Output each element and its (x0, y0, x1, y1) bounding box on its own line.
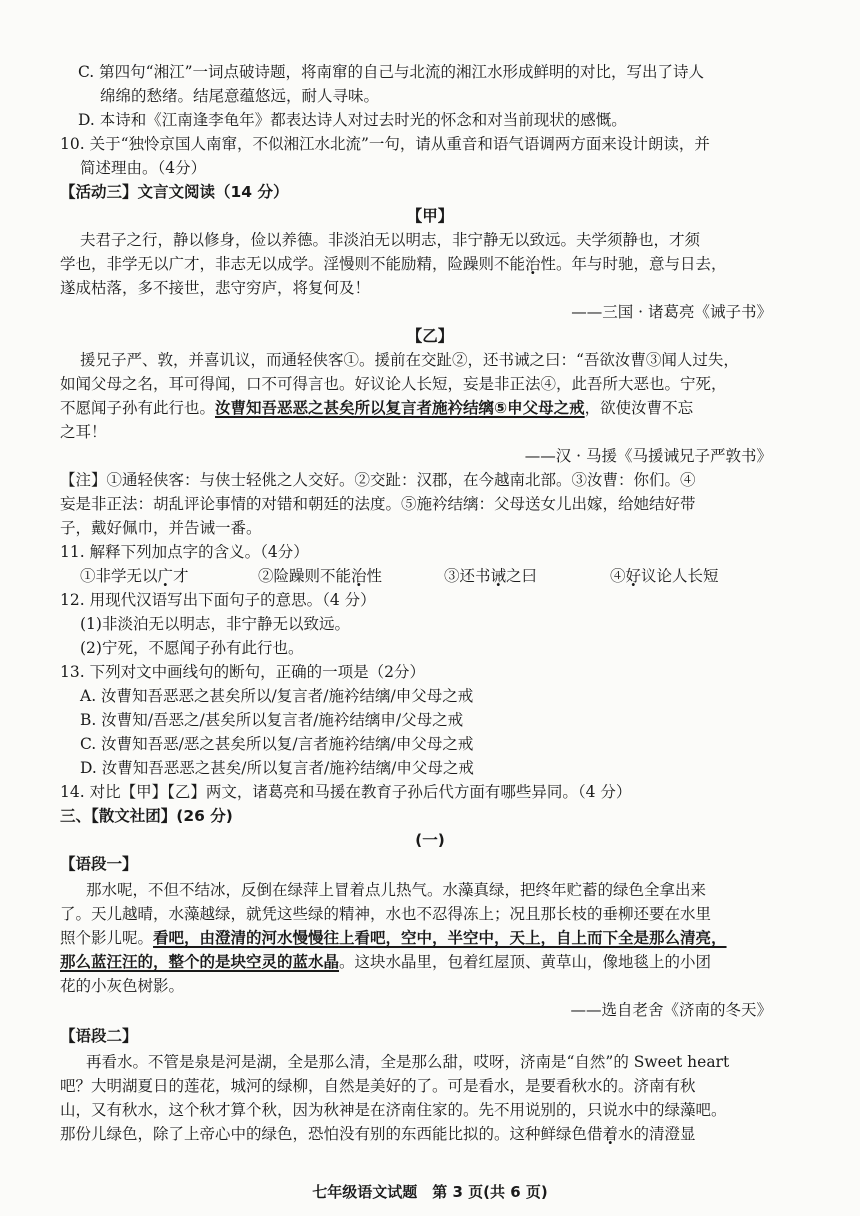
dotted-phrase: 借着水 (587, 1125, 634, 1143)
jia-paragraph-line2: 学也，非学无以广才，非志无以成学。淫慢则不能励精，险躁则不能治性。年与时驰，意与日去， (60, 255, 727, 273)
yi-source: ——汉 · 马援《马援诫兄子严敦书》 (524, 447, 772, 465)
page-footer: 七年级语文试题 第 3 页(共 6 页) (312, 1183, 548, 1201)
q13-option-b: B. 汝曹知/吾恶之/甚矣所以复言者/施衿结缡申/父母之戒 (80, 711, 464, 729)
notes-line3: 子，戴好佩巾，并告诫一番。 (60, 519, 262, 537)
passage1-line2: 了。天儿越晴，水藻越绿，就凭这些绿的精神，水也不忍得冻上；况且那长枝的垂柳还要在水里 (60, 905, 712, 923)
underlined-sentence: 那么蓝汪汪的，整个的是块空灵的蓝水晶 (60, 953, 340, 971)
passage1-line1: 那水呢，不但不结冰，反倒在绿萍上冒着点儿热气。水藻真绿，把终年贮蓄的绿色全拿出来 (86, 881, 707, 899)
q9-option-c-line1: C. 第四句“湘江”一词点破诗题，将南窜的自己与北流的湘江水形成鲜明的对比，写出了诗人 (78, 63, 705, 81)
passage2-line2: 吧？大明湖夏日的莲花，城河的绿柳，自然是美好的了。可是看水，是要看秋水的。济南有秋 (60, 1077, 696, 1095)
q12-sentence1: (1)非淡泊无以明志，非宁静无以致远。 (80, 615, 350, 633)
yi-paragraph-line4: 之耳！ (60, 423, 107, 441)
q13-stem: 13. 下列对文中画线句的断句，正确的一项是（2分） (60, 663, 425, 681)
q13-option-d: D. 汝曹知吾恶恶之甚矣/所以复言者/施衿结缡/申父母之戒 (80, 759, 474, 777)
section3-part-number: (一) (415, 831, 445, 849)
passage1-line3: 照个影儿呢。看吧，由澄清的河水慢慢往上看吧，空中，半空中，天上，自上而下全是那么清亮， (60, 929, 727, 947)
q11-item3: ③还书诫之曰 (444, 567, 538, 585)
yi-paragraph-line3: 不愿闻子孙有此行也。汝曹知吾恶恶之甚矣所以复言者施衿结缡⑤申父母之戒，欲使汝曹不忘 (60, 399, 694, 417)
passage2-line4: 那份儿绿色，除了上帝心中的绿色，恐怕没有别的东西能比拟的。这种鲜绿色借着水的清澄显 (60, 1125, 696, 1143)
q10-line2: 简述理由。（4分） (80, 159, 207, 177)
jia-paragraph-line1: 夫君子之行，静以修身，俭以养德。非淡泊无以明志，非宁静无以致远。夫学须静也，才须 (80, 231, 701, 249)
q13-option-a: A. 汝曹知吾恶恶之甚矣所以/复言者/施衿结缡/申父母之戒 (80, 687, 474, 705)
passage2-line3: 山，又有秋水，这个秋才算个秋，因为秋神是在济南住家的。先不用说别的，只说水中的绿藻吧。 (60, 1101, 727, 1119)
jia-source: ——三国 · 诸葛亮《诫子书》 (571, 303, 772, 321)
q11-item4: ④好议论人长短 (610, 567, 719, 585)
underlined-sentence: 看吧，由澄清的河水慢慢往上看吧，空中，半空中，天上，自上而下全是那么清亮， (153, 929, 727, 947)
passage1-line5: 花的小灰色树影。 (60, 977, 185, 995)
yi-label: 【乙】 (406, 327, 454, 345)
underlined-sentence: 汝曹知吾恶恶之甚矣所以复言者施衿结缡⑤申父母之戒 (215, 399, 585, 417)
passage1-source: ——选自老舍《济南的冬天》 (570, 1001, 772, 1019)
q9-option-c-line2: 绵绵的愁绪。结尾意蕴悠远，耐人寻味。 (100, 87, 380, 105)
yi-paragraph-line2: 如闻父母之名，耳可得闻，口不可得言也。好议论人长短，妄是非正法④，此吾所大恶也。宁死， (60, 375, 727, 393)
q11-stem: 11. 解释下列加点字的含义。（4分） (60, 543, 309, 561)
jia-label: 【甲】 (406, 207, 454, 225)
section3-heading: 三、【散文社团】(26 分) (60, 807, 233, 825)
passage2-label: 【语段二】 (60, 1027, 138, 1045)
notes-line2: 妄是非正法：胡乱评论事情的对错和朝廷的法度。⑤施衿结缡：父母送女儿出嫁，给她结好带 (60, 495, 696, 513)
passage2-line1: 再看水。不管是泉是河是湖，全是那么清，全是那么甜，哎呀，济南是“自然”的 Sweet heart (86, 1053, 730, 1071)
q10-line1: 10. 关于“独怜京国人南窜，不似湘江水北流”一句，请从重音和语气语调两方面来设计朗读，并 (60, 135, 710, 153)
q9-option-d: D. 本诗和《江南逢李龟年》都表达诗人对过去时光的怀念和对当前现状的感慨。 (78, 111, 627, 129)
q12-stem: 12. 用现代汉语写出下面句子的意思。（4 分） (60, 591, 376, 609)
passage1-label: 【语段一】 (60, 855, 138, 873)
q13-option-c: C. 汝曹知吾恶/恶之甚矣所以复/言者施衿结缡/申父母之戒 (80, 735, 474, 753)
yi-paragraph-line1: 援兄子严、敦，并喜讥议，而通轻侠客①。援前在交趾②，还书诫之曰：“吾欲汝曹③闻人过失， (80, 351, 739, 369)
dotted-char: 治 (525, 255, 541, 273)
passage1-line4: 那么蓝汪汪的，整个的是块空灵的蓝水晶。这块水晶里，包着红屋顶、黄草山，像地毯上的小团 (60, 953, 712, 971)
q11-item2: ②险躁则不能治性 (258, 567, 383, 585)
q14-stem: 14. 对比【甲】【乙】两文，诸葛亮和马援在教育子孙后代方面有哪些异同。（4 分） (60, 783, 632, 801)
notes-line1: 【注】①通轻侠客：与侠士轻佻之人交好。②交趾：汉郡，在今越南北部。③汝曹：你们。④ (60, 471, 696, 489)
activity3-heading: 【活动三】文言文阅读（14 分） (60, 183, 289, 201)
q11-item1: ①非学无以广才 (80, 567, 189, 585)
q12-sentence2: (2)宁死，不愿闻子孙有此行也。 (80, 639, 304, 657)
jia-paragraph-line3: 遂成枯落，多不接世，悲守穷庐，将复何及！ (60, 279, 371, 297)
